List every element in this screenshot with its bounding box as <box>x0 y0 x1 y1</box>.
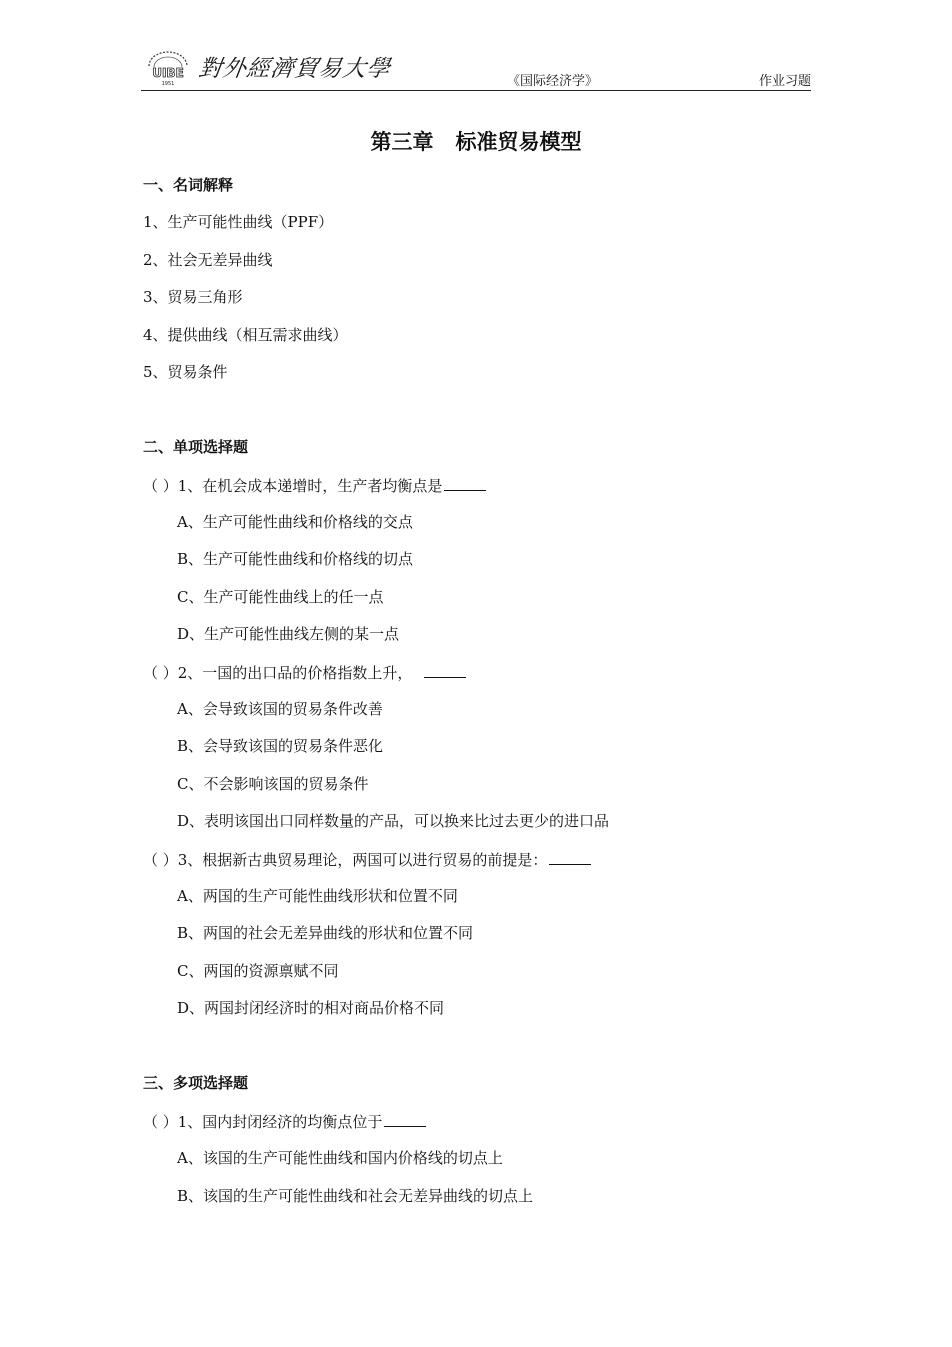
page-header <box>141 46 811 91</box>
term-item: 1、生产可能性曲线（PPF） <box>143 213 334 231</box>
question-stem: （ ）2、一国的出口品的价格指数上升， <box>143 661 466 683</box>
question-stem: （ ）1、国内封闭经济的均衡点位于 <box>143 1110 426 1132</box>
page-title <box>0 126 952 156</box>
section-heading-multiple-choice: 三、多项选择题 <box>143 1074 249 1092</box>
document-type: 作业习题 <box>758 74 811 89</box>
option: A、生产可能性曲线和价格线的交点 <box>177 513 413 531</box>
svg-text:1951: 1951 <box>161 81 175 86</box>
option: B、生产可能性曲线和价格线的切点 <box>177 550 414 568</box>
term-item: 4、提供曲线（相互需求曲线） <box>143 326 348 344</box>
chapter-name: 标准贸易模型 <box>455 130 582 154</box>
answer-blank <box>444 474 486 491</box>
option: D、生产可能性曲线左侧的某一点 <box>177 625 400 643</box>
term-item: 3、贸易三角形 <box>143 288 243 306</box>
answer-blank <box>549 848 591 865</box>
option: A、两国的生产可能性曲线形状和位置不同 <box>177 887 458 905</box>
university-name: 對外經濟貿易大學 <box>196 56 393 82</box>
term-item: 2、社会无差异曲线 <box>143 251 273 269</box>
option: D、两国封闭经济时的相对商品价格不同 <box>177 999 445 1017</box>
option: C、生产可能性曲线上的任一点 <box>177 588 384 606</box>
option: C、两国的资源禀赋不同 <box>177 962 339 980</box>
university-logo <box>143 48 193 86</box>
chapter-number: 第三章 <box>370 130 434 154</box>
answer-blank <box>424 661 466 678</box>
option: A、该国的生产可能性曲线和国内价格线的切点上 <box>177 1149 503 1167</box>
course-title: 《国际经济学》 <box>507 74 599 89</box>
option: C、不会影响该国的贸易条件 <box>177 775 369 793</box>
option: A、会导致该国的贸易条件改善 <box>177 700 383 718</box>
question-stem: （ ）1、在机会成本递增时，生产者均衡点是 <box>143 474 486 496</box>
option: B、该国的生产可能性曲线和社会无差异曲线的切点上 <box>177 1187 534 1205</box>
option: B、会导致该国的贸易条件恶化 <box>177 737 384 755</box>
question-stem: （ ）3、根据新古典贸易理论，两国可以进行贸易的前提是： <box>143 848 591 870</box>
svg-text:UIBE: UIBE <box>152 66 184 80</box>
section-heading-terms: 一、名词解释 <box>143 176 234 194</box>
option: D、表明该国出口同样数量的产品，可以换来比过去更少的进口品 <box>177 812 610 830</box>
option: B、两国的社会无差异曲线的形状和位置不同 <box>177 924 474 942</box>
term-item: 5、贸易条件 <box>143 363 228 381</box>
section-heading-single-choice: 二、单项选择题 <box>143 438 249 456</box>
answer-blank <box>384 1110 426 1127</box>
